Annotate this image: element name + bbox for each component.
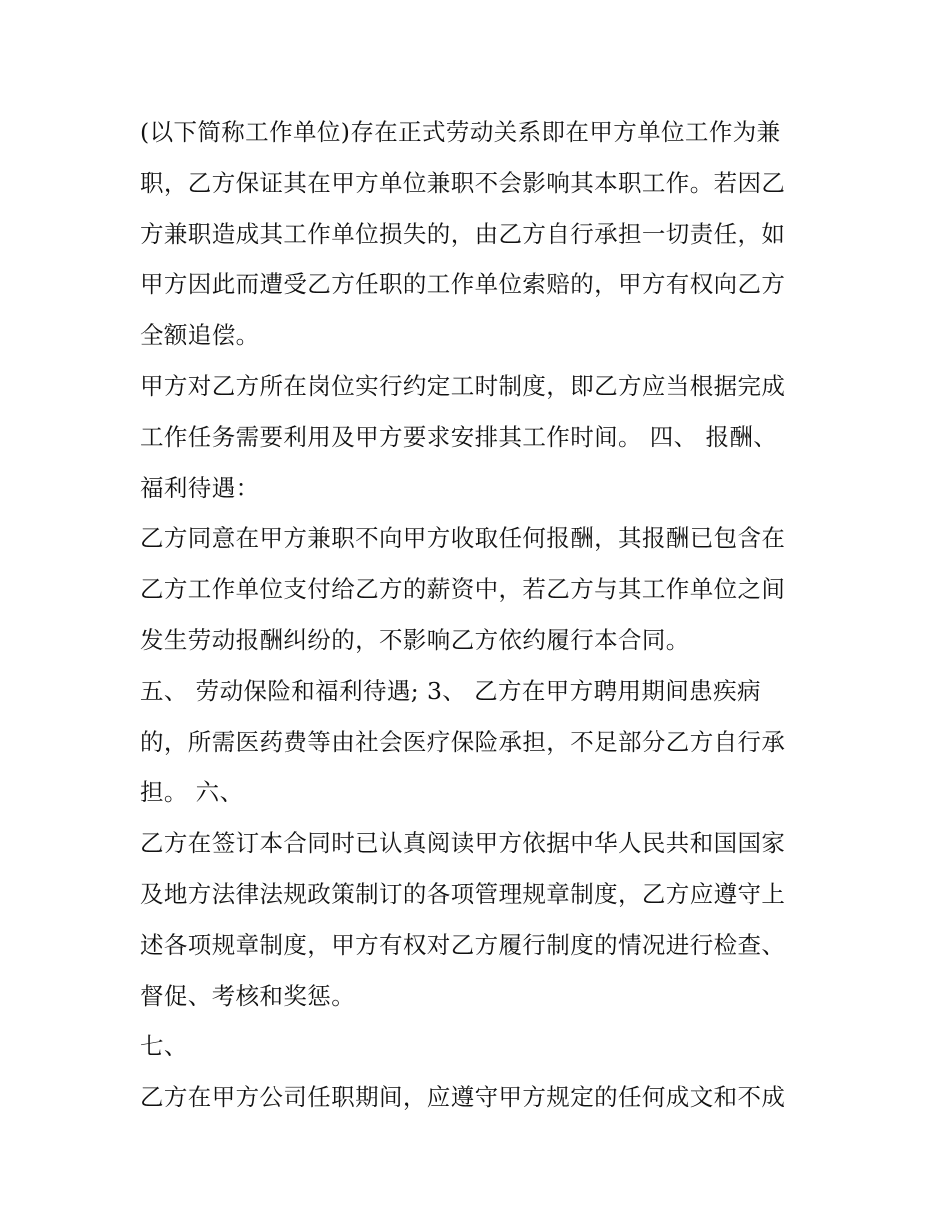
text-line: 五、 劳动保险和福利待遇; 3、 乙方在甲方聘用期间患疾病 [140,676,761,705]
text-line: 的，所需医药费等由社会医疗保险承担，不足部分乙方自行承 [140,727,786,756]
text-line: 工作任务需要利用及甲方要求安排其工作时间。 四、 报酬、 [140,422,778,451]
text-line: 述各项规章制度，甲方有权对乙方履行制度的情况进行检查、 [140,930,786,959]
text-line: 甲方因此而遭受乙方任职的工作单位索赔的，甲方有权向乙方 [140,270,786,299]
text-line: 乙方同意在甲方兼职不向甲方收取任何报酬，其报酬已包含在 [140,524,786,553]
document-body [140,107,830,1123]
text-line: (以下简称工作单位)存在正式劳动关系即在甲方单位工作为兼 [140,118,781,146]
text-line: 甲方对乙方所在岗位实行约定工时制度，即乙方应当根据完成 [140,371,786,400]
text-line: 职，乙方保证其在甲方单位兼职不会影响其本职工作。若因乙 [140,168,786,197]
text-line: 乙方在甲方公司任职期间，应遵守甲方规定的任何成文和不成 [140,1083,786,1112]
text-line: 乙方在签订本合同时已认真阅读甲方依据中华人民共和国国家 [140,829,786,858]
text-line: 督促、考核和奖惩。 [140,981,356,1010]
text-line: 乙方工作单位支付给乙方的薪资中，若乙方与其工作单位之间 [140,575,786,604]
text-line: 福利待遇： [140,473,260,502]
text-line: 全额追偿。 [140,321,260,350]
text-line: 七、 [140,1032,188,1061]
text-line: 发生劳动报酬纠纷的，不影响乙方依约履行本合同。 [140,625,690,654]
text-line: 及地方法律法规政策制订的各项管理规章制度，乙方应遵守上 [140,879,786,908]
text-line: 担。 六、 [140,778,244,807]
text-line: 方兼职造成其工作单位损失的，由乙方自行承担一切责任，如 [140,219,786,248]
